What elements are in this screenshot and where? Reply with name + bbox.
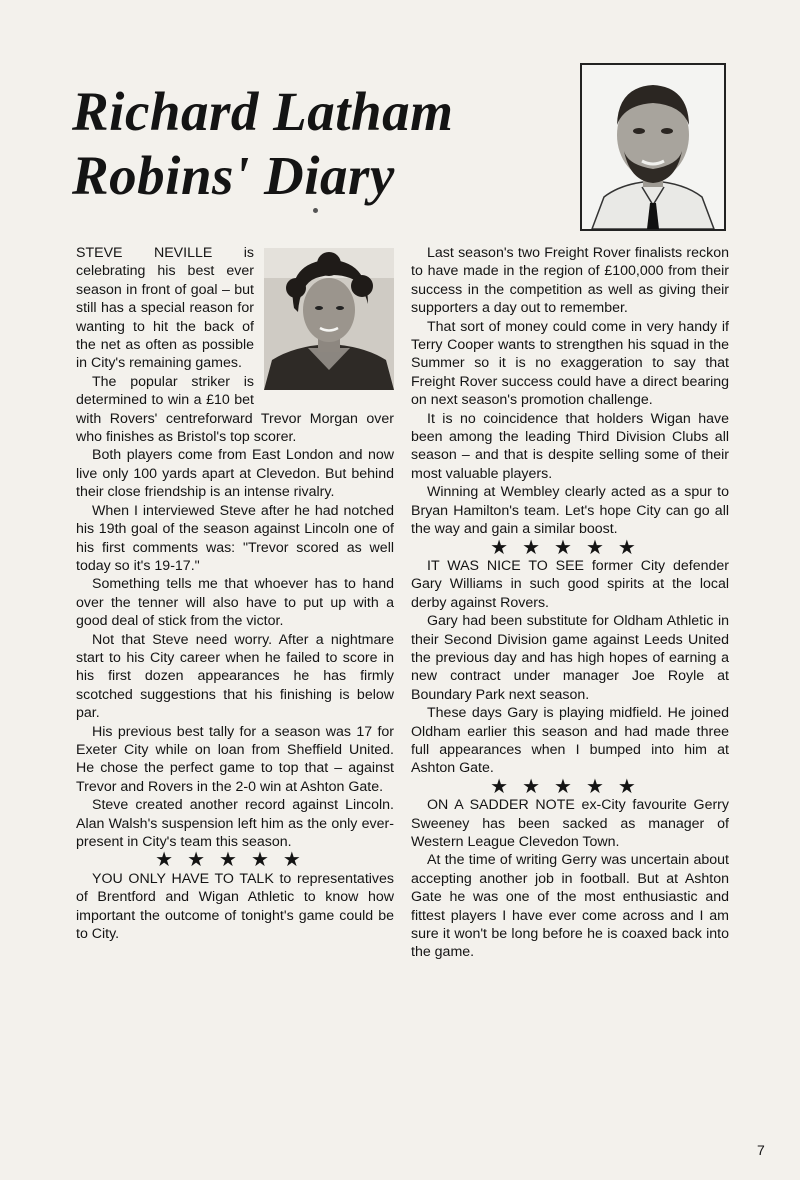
paragraph: At the time of writing Gerry was uncertain about accepting another job in football. But at Ashton Gate he was one of the most enthusiastic and fittest players I have ever come across and I am sure it won't be long before he is coaxed back into the game. [411, 852, 729, 961]
player-photo [264, 248, 394, 390]
paragraph: It is no coincidence that holders Wigan have been among the leading Third Division Clubs all season – and that is despite selling some of their most valuable players. [411, 410, 729, 482]
author-portrait-image [582, 65, 724, 229]
paragraph: Winning at Wembley clearly acted as a spur to Bryan Hamilton's team. Let's hope City can go all the way and gain a similar boost. [411, 484, 729, 538]
page-title [72, 80, 572, 208]
paragraph: Something tells me that whoever has to hand over the tenner will also have to put up with a good deal of stick from the victor. [76, 576, 394, 630]
paragraph: Not that Steve need worry. After a nightmare start to his City career when he failed to score in his first dozen appearances he has firmly scotched suggestions that his finishing is below par. [76, 631, 394, 722]
title-line-1: Richard Latham [72, 81, 454, 142]
author-portrait [580, 63, 726, 231]
paragraph: The popular striker is determined to win a £10 bet with Rovers' centreforward Trevor Morgan over who finishes as Bristol's top scorer. [76, 373, 394, 446]
right-column [411, 244, 729, 962]
section-divider-stars: ★★★★★ [490, 536, 650, 559]
paragraph: Gary had been substitute for Oldham Athletic in their Second Division game against Leeds United the previous day and has high hopes of earning a new contract under manager Joe Royle at Boundary Park next season. [411, 613, 729, 703]
section-divider-stars: ★★★★★ [155, 849, 315, 872]
paragraph: Both players come from East London and now live only 100 yards apart at Clevedon. But behind their close friendship is an intense rivalry. [76, 447, 394, 501]
paragraph: Steve created another record against Lincoln. Alan Walsh's suspension left him as the only ever-present in City's team this season. [76, 797, 394, 850]
left-column [76, 244, 394, 943]
paragraph: These days Gary is playing midfield. He joined Oldham earlier this season and had made three full appearances when I bumped into him at Ashton Gate. [411, 705, 729, 777]
player-photo-image [264, 248, 394, 390]
paragraph: Last season's two Freight Rover finalists reckon to have made in the region of £100,000 from their success in the competition as well as giving their supporters a day out to remember. [411, 245, 729, 317]
section-divider-stars: ★★★★★ [490, 775, 650, 798]
paragraph: ON A SADDER NOTE ex-City favourite Gerry Sweeney has been sacked as manager of Western League Clevedon Town. [411, 797, 729, 850]
paragraph: That sort of money could come in very handy if Terry Cooper wants to strengthen his squad in the Summer so it is no exaggeration to say that Freight Rover success could have a direct bearing on next season's promotion challenge. [411, 318, 729, 409]
paragraph: His previous best tally for a season was 17 for Exeter City while on loan from Sheffield United. He chose the perfect game to top that – against Trevor and Rovers in the 2-0 win at Ashton Gate. [76, 723, 394, 795]
paragraph: When I interviewed Steve after he had notched his 19th goal of the season against Lincoln one of his first comments was: "Trevor scored as well today so it's 19-17." [76, 502, 394, 574]
page-number: 7 [757, 1142, 765, 1158]
paragraph: IT WAS NICE TO SEE former City defender Gary Williams in such good spirits at the local derby against Rovers. [411, 557, 729, 611]
print-speck [313, 208, 318, 213]
title-line-2: Robins' Diary [72, 145, 395, 206]
paragraph: YOU ONLY HAVE TO TALK to representatives of Brentford and Wigan Athletic to know how important the outcome of tonight's game could be to City. [76, 870, 394, 943]
paragraph: STEVE NEVILLE is celebrating his best ever season in front of goal – but still has a special reason for wanting to hit the back of the net as often as possible in City's remaining games. [76, 245, 254, 372]
